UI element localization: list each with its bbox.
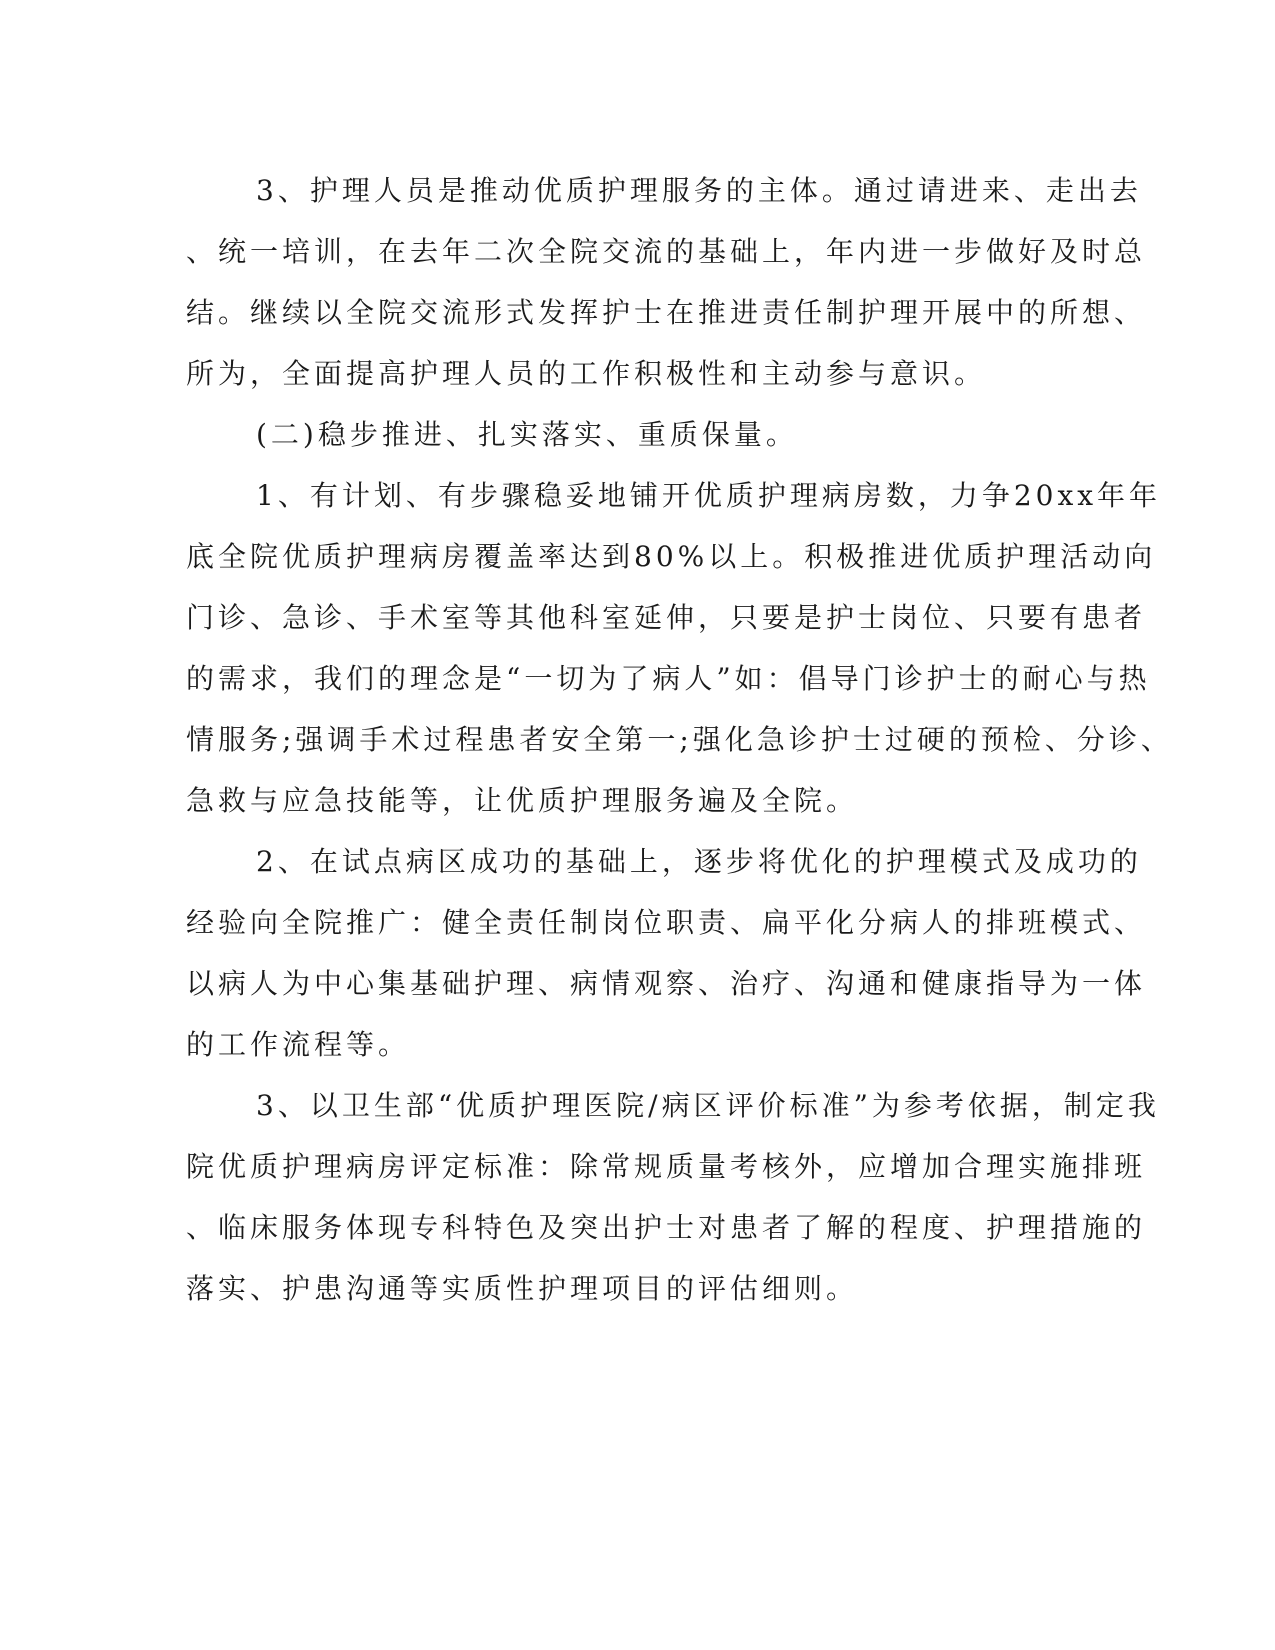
paragraph	[186, 1075, 1160, 1319]
document-body	[186, 160, 1173, 1319]
text-line: 情服务;强调手术过程患者安全第一;强化急诊护士过硬的预检、分诊、	[186, 723, 1173, 756]
section-heading	[186, 404, 1036, 465]
text-line: 2、在试点病区成功的基础上，逐步将优化的护理模式及成功的	[256, 845, 1142, 878]
text-line: 门诊、急诊、手术室等其他科室延伸，只要是护士岗位、只要有患者	[186, 601, 1147, 634]
text-line: 的需求，我们的理念是“一切为了病人”如：倡导门诊护士的耐心与热	[186, 662, 1151, 695]
text-line: 1、有计划、有步骤稳妥地铺开优质护理病房数，力争20xx年年	[256, 479, 1162, 512]
text-line: 底全院优质护理病房覆盖率达到80%以上。积极推进优质护理活动向	[186, 540, 1157, 573]
text-line: 3、护理人员是推动优质护理服务的主体。通过请进来、走出去	[256, 174, 1142, 207]
text-line: 所为，全面提高护理人员的工作积极性和主动参与意识。	[186, 357, 987, 390]
text-line: 院优质护理病房评定标准：除常规质量考核外，应增加合理实施排班	[186, 1150, 1147, 1183]
text-line: 经验向全院推广：健全责任制岗位职责、扁平化分病人的排班模式、	[186, 906, 1147, 939]
paragraph	[186, 160, 1147, 404]
text-line: 、临床服务体现专科特色及突出护士对患者了解的程度、护理措施的	[186, 1211, 1147, 1244]
text-line: 结。继续以全院交流形式发挥护士在推进责任制护理开展中的所想、	[186, 296, 1147, 329]
text-line: 3、以卫生部“优质护理医院/病区评价标准”为参考依据，制定我	[256, 1089, 1160, 1122]
paragraph	[186, 465, 1173, 831]
text-line: 、统一培训，在去年二次全院交流的基础上，年内进一步做好及时总	[186, 235, 1147, 268]
text-line: 落实、护患沟通等实质性护理项目的评估细则。	[186, 1272, 859, 1305]
text-line: (二)稳步推进、扎实落实、重质保量。	[256, 418, 798, 451]
text-line: 急救与应急技能等，让优质护理服务遍及全院。	[186, 784, 859, 817]
paragraph	[186, 831, 1147, 1075]
text-line: 的工作流程等。	[186, 1028, 411, 1061]
text-line: 以病人为中心集基础护理、病情观察、治疗、沟通和健康指导为一体	[186, 967, 1147, 1000]
